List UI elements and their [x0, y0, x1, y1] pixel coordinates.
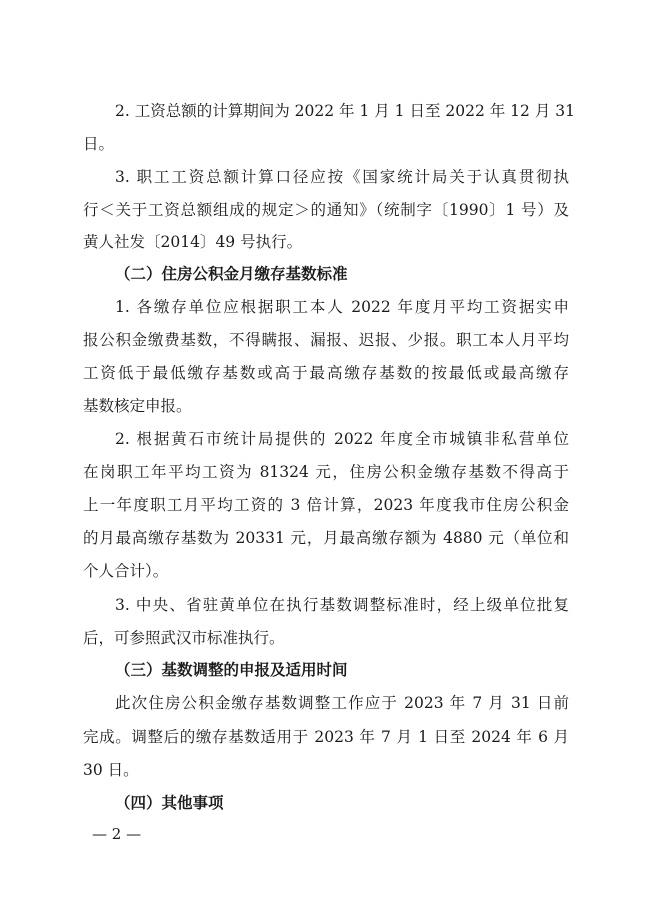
paragraph-line: 基数核定申报。 — [83, 397, 192, 415]
paragraph-line: 的月最高缴存基数为 20331 元，月最高缴存额为 4880 元（单位和 — [83, 529, 569, 547]
section-heading: （二）住房公积金月缴存基数标准 — [115, 264, 348, 283]
paragraph-line: 1. 各缴存单位应根据职工本人 2022 年度月平均工资据实申 — [115, 298, 569, 316]
paragraph-line: 完成。调整后的缴存基数适用于 2023 年 7 月 1 日至 2024 年 6 月 — [83, 728, 569, 746]
paragraph-line: 在岗职工年平均工资为 81324 元，住房公积金缴存基数不得高于 — [83, 463, 569, 481]
paragraph-line: 报公积金缴费基数，不得瞒报、漏报、迟报、少报。职工本人月平均 — [83, 331, 569, 349]
paragraph-line: 黄人社发〔2014〕49 号执行。 — [83, 233, 303, 251]
paragraph-line: 2. 工资总额的计算期间为 2022 年 1 月 1 日至 2022 年 12 月 31 — [115, 102, 575, 120]
paragraph-line: 3. 职工工资总额计算口径应按《国家统计局关于认真贯彻执 — [115, 168, 569, 186]
page-number: — 2 — — [92, 825, 142, 843]
paragraph-line: 30 日。 — [83, 761, 139, 779]
section-heading: （三）基数调整的申报及适用时间 — [115, 660, 348, 679]
paragraph-line: 个人合计）。 — [83, 562, 169, 580]
paragraph-line: 上一年度职工月平均工资的 3 倍计算，2023 年度我市住房公积金 — [83, 496, 569, 514]
paragraph-line: 此次住房公积金缴存基数调整工作应于 2023 年 7 月 31 日前 — [115, 694, 569, 712]
section-heading: （四）其他事项 — [115, 793, 224, 812]
paragraph-line: 2. 根据黄石市统计局提供的 2022 年度全市城镇非私营单位 — [115, 430, 569, 448]
paragraph-line: 行＜关于工资总额组成的规定＞的通知》（统制字〔1990〕1 号）及 — [83, 201, 569, 219]
paragraph-line: 工资低于最低缴存基数或高于最高缴存基数的按最低或最高缴存 — [83, 364, 569, 382]
paragraph-line: 3. 中央、省驻黄单位在执行基数调整标准时，经上级单位批复 — [115, 596, 569, 614]
paragraph-line: 后，可参照武汉市标准执行。 — [83, 629, 285, 647]
paragraph-line: 日。 — [83, 135, 115, 153]
